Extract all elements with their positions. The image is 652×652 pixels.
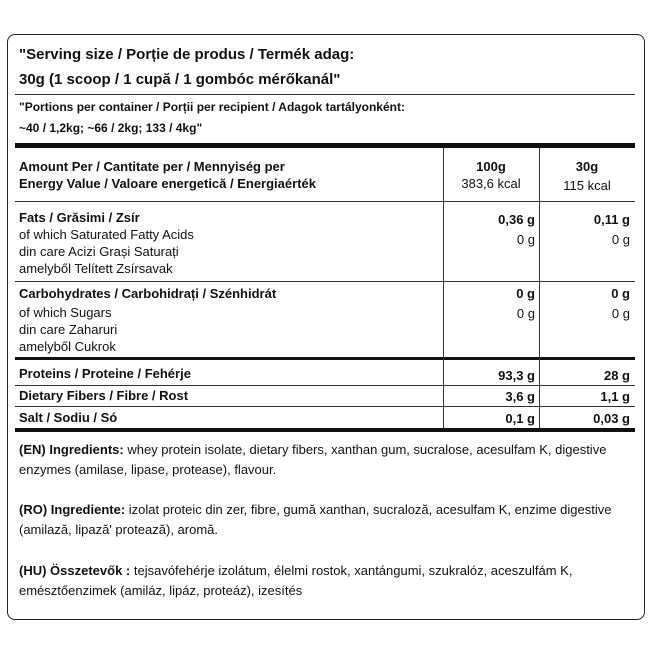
salt-label: Salt / Sodiu / Só bbox=[19, 410, 118, 425]
fats-30g: 0,11 g bbox=[593, 212, 630, 227]
fats-label: Fats / Grăsimi / Zsír bbox=[19, 210, 140, 225]
ingredients-en-text: whey protein isolate, dietary fibers, xanthan gum, sucralose, acesulfam K, digestive enzymes (amilase, lipase, protease), flavour. bbox=[19, 442, 607, 477]
sugars-30g: 0 g bbox=[611, 306, 630, 321]
fibers-100g: 3,6 g bbox=[505, 389, 535, 404]
proteins-label: Proteins / Proteine / Fehérje bbox=[19, 366, 191, 381]
header-amount-per: Amount Per / Cantitate per / Mennyiség per bbox=[19, 159, 285, 174]
fibers-label: Dietary Fibers / Fibre / Rost bbox=[19, 388, 189, 403]
ingredients-en bbox=[19, 440, 631, 480]
ingredients-hu bbox=[19, 561, 631, 601]
ingredients-ro-text: izolat proteic din zer, fibre, gumă xanthan, sucraloză, acesulfam K, enzime digestive (amilază, lipază' protează), aromă. bbox=[19, 502, 612, 537]
salt-30g: 0,03 g bbox=[593, 411, 630, 426]
table-bottom-rule bbox=[15, 428, 635, 432]
fibers-30g: 1,1 g bbox=[600, 389, 630, 404]
carbs-30g: 0 g bbox=[611, 286, 630, 301]
ingredients-en-label: (EN) Ingredients: bbox=[19, 442, 124, 457]
ingredients-hu-text: tejsavófehérje izolátum, élelmi rostok, xantángumi, szukralóz, aceszulfám K, emésztőenzimek (amiláz, lipáz, proteáz), izesítés bbox=[19, 563, 573, 598]
sat-fats-30g: 0 g bbox=[611, 232, 630, 247]
divider bbox=[15, 406, 635, 407]
carbs-label: Carbohydrates / Carbohidrați / Szénhidrát bbox=[19, 286, 277, 301]
header-col-100g: 100g bbox=[476, 159, 506, 174]
divider-thick bbox=[15, 357, 635, 360]
energy-30g: 115 kcal bbox=[563, 178, 611, 193]
serving-size-line-2: 30g (1 scoop / 1 cupă / 1 gombóc mérőkanál" bbox=[19, 71, 341, 88]
header-col-30g: 30g bbox=[575, 159, 599, 174]
divider bbox=[15, 94, 635, 95]
salt-100g: 0,1 g bbox=[505, 411, 535, 426]
fats-sub-hu: amelyből Telített Zsírsavak bbox=[19, 261, 173, 276]
proteins-100g: 93,3 g bbox=[498, 368, 535, 383]
fats-sub-ro: din care Acizi Grași Saturați bbox=[19, 244, 179, 259]
divider bbox=[15, 281, 635, 282]
portions-line-2: ~40 / 1,2kg; ~66 / 2kg; 133 / 4kg" bbox=[19, 121, 203, 135]
table-top-rule bbox=[15, 143, 635, 148]
ingredients-ro bbox=[19, 500, 631, 540]
ingredients-ro-label: (RO) Ingrediente: bbox=[19, 502, 126, 517]
ingredients-hu-label: (HU) Összetevők : bbox=[19, 563, 131, 578]
fats-sub-en: of which Saturated Fatty Acids bbox=[19, 227, 194, 242]
carbs-sub-ro: din care Zaharuri bbox=[19, 322, 118, 337]
divider bbox=[15, 201, 635, 202]
sat-fats-100g: 0 g bbox=[516, 232, 535, 247]
carbs-sub-en: of which Sugars bbox=[19, 305, 112, 320]
sugars-100g: 0 g bbox=[516, 306, 535, 321]
proteins-30g: 28 g bbox=[603, 368, 630, 383]
fats-100g: 0,36 g bbox=[498, 212, 535, 227]
header-energy-value: Energy Value / Valoare energetică / Energiaérték bbox=[19, 176, 316, 191]
energy-100g: 383,6 kcal bbox=[461, 176, 521, 191]
divider bbox=[15, 385, 635, 386]
carbs-sub-hu: amelyből Cukrok bbox=[19, 339, 116, 354]
serving-size-line-1: "Serving size / Porție de produs / Termék adag: bbox=[19, 46, 355, 63]
portions-line-1: "Portions per container / Porții per recipient / Adagok tartályonként: bbox=[19, 100, 405, 114]
carbs-100g: 0 g bbox=[516, 286, 535, 301]
